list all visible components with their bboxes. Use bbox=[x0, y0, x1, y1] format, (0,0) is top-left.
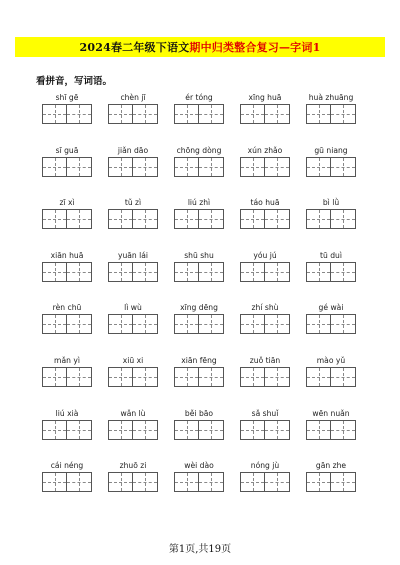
exercise-row bbox=[34, 91, 366, 144]
word-item bbox=[232, 407, 298, 460]
tian-grid-pair bbox=[42, 104, 92, 124]
tian-grid-box[interactable] bbox=[108, 314, 133, 334]
word-item bbox=[166, 301, 232, 354]
word-item bbox=[100, 301, 166, 354]
tian-grid-box[interactable] bbox=[265, 157, 290, 177]
tian-grid-pair bbox=[108, 314, 158, 334]
word-item bbox=[100, 354, 166, 407]
tian-grid-box[interactable] bbox=[133, 420, 158, 440]
pinyin-label: sī guā bbox=[55, 145, 79, 155]
exercise-grid bbox=[34, 91, 366, 512]
pinyin-label: bì lǜ bbox=[322, 198, 340, 208]
tian-grid-pair bbox=[42, 367, 92, 387]
tian-grid-pair bbox=[108, 209, 158, 229]
tian-grid-box[interactable] bbox=[174, 262, 199, 282]
pinyin-label: huà zhuāng bbox=[308, 93, 354, 102]
tian-grid-box[interactable] bbox=[108, 262, 133, 282]
pinyin-label: mào yǔ bbox=[316, 355, 346, 365]
pinyin-label: sǎ shuǐ bbox=[251, 408, 279, 418]
word-item bbox=[34, 354, 100, 407]
tian-grid-box[interactable] bbox=[240, 472, 265, 492]
pinyin-label: zuǒ tiān bbox=[249, 355, 281, 365]
tian-grid-box[interactable] bbox=[331, 420, 356, 440]
tian-grid-pair bbox=[108, 420, 158, 440]
pinyin-label: wǎn lù bbox=[120, 408, 146, 418]
tian-grid-pair bbox=[42, 472, 92, 492]
title-part1: 2024春二年级下语文 bbox=[79, 41, 190, 54]
word-item bbox=[298, 249, 364, 302]
tian-grid-box[interactable] bbox=[67, 314, 92, 334]
word-item bbox=[100, 249, 166, 302]
tian-grid-box[interactable] bbox=[42, 262, 67, 282]
word-item bbox=[232, 144, 298, 197]
tian-grid-pair bbox=[108, 262, 158, 282]
word-item bbox=[298, 459, 364, 512]
word-item bbox=[298, 144, 364, 197]
tian-grid-box[interactable] bbox=[67, 367, 92, 387]
pinyin-label: xīng huā bbox=[248, 93, 282, 102]
pinyin-label: wēn nuǎn bbox=[312, 408, 350, 418]
pinyin-label: shū shu bbox=[184, 250, 214, 260]
tian-grid-pair bbox=[306, 367, 356, 387]
tian-grid-pair bbox=[174, 367, 224, 387]
tian-grid-pair bbox=[174, 157, 224, 177]
tian-grid-box[interactable] bbox=[133, 209, 158, 229]
tian-grid-box[interactable] bbox=[265, 262, 290, 282]
tian-grid-box[interactable] bbox=[199, 367, 224, 387]
tian-grid-box[interactable] bbox=[108, 367, 133, 387]
tian-grid-box[interactable] bbox=[240, 420, 265, 440]
tian-grid-box[interactable] bbox=[331, 472, 356, 492]
word-item bbox=[298, 91, 364, 144]
word-item bbox=[34, 144, 100, 197]
tian-grid-box[interactable] bbox=[42, 104, 67, 124]
tian-grid-box[interactable] bbox=[133, 367, 158, 387]
word-item bbox=[166, 354, 232, 407]
pinyin-label: zhuō zi bbox=[119, 461, 147, 471]
tian-grid-pair bbox=[108, 104, 158, 124]
word-item bbox=[166, 144, 232, 197]
pinyin-label: běi bāo bbox=[184, 408, 214, 418]
pinyin-label: xīng dēng bbox=[180, 303, 218, 313]
word-item bbox=[298, 407, 364, 460]
word-item bbox=[298, 196, 364, 249]
tian-grid-box[interactable] bbox=[331, 209, 356, 229]
tian-grid-box[interactable] bbox=[240, 209, 265, 229]
tian-grid-pair bbox=[174, 420, 224, 440]
tian-grid-box[interactable] bbox=[199, 157, 224, 177]
tian-grid-pair bbox=[240, 104, 290, 124]
tian-grid-pair bbox=[240, 157, 290, 177]
pinyin-label: tū duì bbox=[320, 250, 342, 260]
tian-grid-box[interactable] bbox=[108, 472, 133, 492]
tian-grid-pair bbox=[240, 367, 290, 387]
tian-grid-box[interactable] bbox=[306, 367, 331, 387]
word-item bbox=[100, 144, 166, 197]
tian-grid-box[interactable] bbox=[306, 104, 331, 124]
word-item bbox=[298, 354, 364, 407]
tian-grid-box[interactable] bbox=[67, 420, 92, 440]
pinyin-label: tǔ zì bbox=[124, 198, 142, 208]
tian-grid-box[interactable] bbox=[265, 367, 290, 387]
exercise-row bbox=[34, 144, 366, 197]
tian-grid-box[interactable] bbox=[331, 314, 356, 334]
tian-grid-pair bbox=[306, 209, 356, 229]
tian-grid-pair bbox=[174, 209, 224, 229]
word-item bbox=[34, 91, 100, 144]
tian-grid-box[interactable] bbox=[331, 262, 356, 282]
tian-grid-pair bbox=[240, 314, 290, 334]
tian-grid-box[interactable] bbox=[199, 262, 224, 282]
word-item bbox=[100, 407, 166, 460]
tian-grid-box[interactable] bbox=[240, 367, 265, 387]
tian-grid-box[interactable] bbox=[133, 314, 158, 334]
word-item bbox=[34, 407, 100, 460]
pinyin-label: ér tóng bbox=[185, 93, 213, 102]
title-part2: 期中归类整合复习—字词1 bbox=[189, 41, 321, 54]
tian-grid-pair bbox=[174, 262, 224, 282]
word-item bbox=[34, 196, 100, 249]
tian-grid-pair bbox=[306, 420, 356, 440]
tian-grid-box[interactable] bbox=[199, 472, 224, 492]
word-item bbox=[166, 407, 232, 460]
exercise-row bbox=[34, 196, 366, 249]
tian-grid-pair bbox=[42, 157, 92, 177]
word-item bbox=[100, 91, 166, 144]
tian-grid-box[interactable] bbox=[265, 104, 290, 124]
tian-grid-box[interactable] bbox=[240, 104, 265, 124]
exercise-row bbox=[34, 301, 366, 354]
tian-grid-box[interactable] bbox=[174, 209, 199, 229]
pinyin-label: zī xì bbox=[59, 198, 75, 208]
tian-grid-pair bbox=[306, 104, 356, 124]
tian-grid-box[interactable] bbox=[67, 472, 92, 492]
pinyin-label: gé wài bbox=[318, 303, 344, 313]
tian-grid-box[interactable] bbox=[42, 420, 67, 440]
tian-grid-box[interactable] bbox=[42, 472, 67, 492]
tian-grid-pair bbox=[240, 472, 290, 492]
tian-grid-pair bbox=[240, 262, 290, 282]
pinyin-label: xiān fēng bbox=[181, 355, 217, 365]
tian-grid-box[interactable] bbox=[265, 420, 290, 440]
word-item bbox=[232, 196, 298, 249]
pinyin-label: liú xià bbox=[55, 408, 79, 418]
tian-grid-box[interactable] bbox=[42, 314, 67, 334]
word-item bbox=[166, 91, 232, 144]
pinyin-label: liú zhì bbox=[187, 198, 211, 208]
tian-grid-box[interactable] bbox=[174, 420, 199, 440]
word-item bbox=[166, 459, 232, 512]
tian-grid-box[interactable] bbox=[265, 472, 290, 492]
tian-grid-box[interactable] bbox=[133, 157, 158, 177]
tian-grid-box[interactable] bbox=[199, 209, 224, 229]
tian-grid-box[interactable] bbox=[174, 157, 199, 177]
pinyin-label: nóng jù bbox=[250, 461, 280, 471]
tian-grid-box[interactable] bbox=[306, 157, 331, 177]
tian-grid-box[interactable] bbox=[42, 157, 67, 177]
tian-grid-box[interactable] bbox=[331, 104, 356, 124]
exercise-row bbox=[34, 459, 366, 512]
tian-grid-pair bbox=[108, 157, 158, 177]
page-footer: 第1页,共19页 bbox=[168, 544, 232, 555]
tian-grid-pair bbox=[174, 472, 224, 492]
instruction: 看拼音，写词语。 bbox=[36, 76, 113, 87]
tian-grid-box[interactable] bbox=[108, 157, 133, 177]
pinyin-label: gū niang bbox=[314, 145, 348, 155]
tian-grid-box[interactable] bbox=[67, 157, 92, 177]
pinyin-label: chèn jī bbox=[120, 93, 146, 102]
pinyin-label: mǎn yì bbox=[54, 355, 80, 365]
tian-grid-box[interactable] bbox=[174, 314, 199, 334]
tian-grid-box[interactable] bbox=[331, 367, 356, 387]
word-item bbox=[100, 196, 166, 249]
tian-grid-box[interactable] bbox=[133, 472, 158, 492]
tian-grid-box[interactable] bbox=[265, 209, 290, 229]
tian-grid-box[interactable] bbox=[199, 314, 224, 334]
tian-grid-box[interactable] bbox=[306, 472, 331, 492]
tian-grid-box[interactable] bbox=[67, 104, 92, 124]
tian-grid-pair bbox=[306, 157, 356, 177]
pinyin-label: jiǎn dāo bbox=[117, 145, 149, 155]
tian-grid-pair bbox=[42, 314, 92, 334]
word-item bbox=[166, 249, 232, 302]
word-item bbox=[166, 196, 232, 249]
tian-grid-pair bbox=[306, 314, 356, 334]
pinyin-label: lì wù bbox=[124, 303, 142, 313]
word-item bbox=[232, 354, 298, 407]
word-item bbox=[298, 301, 364, 354]
tian-grid-pair bbox=[108, 367, 158, 387]
word-item bbox=[34, 459, 100, 512]
pinyin-label: xún zhǎo bbox=[247, 145, 283, 155]
tian-grid-box[interactable] bbox=[306, 209, 331, 229]
tian-grid-box[interactable] bbox=[42, 209, 67, 229]
exercise-row bbox=[34, 354, 366, 407]
tian-grid-pair bbox=[240, 420, 290, 440]
tian-grid-pair bbox=[240, 209, 290, 229]
word-item bbox=[232, 249, 298, 302]
pinyin-label: shī gē bbox=[55, 93, 79, 102]
tian-grid-box[interactable] bbox=[133, 262, 158, 282]
tian-grid-pair bbox=[108, 472, 158, 492]
tian-grid-box[interactable] bbox=[199, 104, 224, 124]
pinyin-label: xiān huā bbox=[50, 250, 84, 260]
tian-grid-box[interactable] bbox=[265, 314, 290, 334]
tian-grid-pair bbox=[42, 209, 92, 229]
exercise-row bbox=[34, 249, 366, 302]
tian-grid-box[interactable] bbox=[306, 262, 331, 282]
pinyin-label: gān zhe bbox=[315, 461, 347, 471]
pinyin-label: xiū xi bbox=[122, 355, 144, 365]
tian-grid-box[interactable] bbox=[174, 104, 199, 124]
tian-grid-box[interactable] bbox=[108, 104, 133, 124]
word-item bbox=[100, 459, 166, 512]
tian-grid-box[interactable] bbox=[331, 157, 356, 177]
word-item bbox=[232, 459, 298, 512]
pinyin-label: táo huā bbox=[250, 198, 280, 208]
tian-grid-pair bbox=[306, 262, 356, 282]
word-item bbox=[34, 301, 100, 354]
pinyin-label: rèn chū bbox=[52, 303, 82, 313]
title-banner bbox=[15, 37, 385, 57]
tian-grid-box[interactable] bbox=[108, 420, 133, 440]
tian-grid-box[interactable] bbox=[240, 157, 265, 177]
tian-grid-pair bbox=[306, 472, 356, 492]
pinyin-label: chōng dòng bbox=[176, 145, 222, 155]
tian-grid-pair bbox=[42, 262, 92, 282]
pinyin-label: zhí shù bbox=[251, 303, 279, 313]
tian-grid-box[interactable] bbox=[199, 420, 224, 440]
tian-grid-box[interactable] bbox=[108, 209, 133, 229]
word-item bbox=[232, 301, 298, 354]
tian-grid-pair bbox=[174, 314, 224, 334]
word-item bbox=[34, 249, 100, 302]
tian-grid-box[interactable] bbox=[306, 420, 331, 440]
tian-grid-pair bbox=[174, 104, 224, 124]
tian-grid-box[interactable] bbox=[133, 104, 158, 124]
word-item bbox=[232, 91, 298, 144]
tian-grid-box[interactable] bbox=[67, 262, 92, 282]
tian-grid-box[interactable] bbox=[306, 314, 331, 334]
tian-grid-box[interactable] bbox=[42, 367, 67, 387]
pinyin-label: wèi dào bbox=[184, 461, 214, 471]
tian-grid-pair bbox=[42, 420, 92, 440]
pinyin-label: yuān lái bbox=[117, 250, 149, 260]
exercise-row bbox=[34, 407, 366, 460]
tian-grid-box[interactable] bbox=[67, 209, 92, 229]
tian-grid-box[interactable] bbox=[174, 367, 199, 387]
pinyin-label: cái néng bbox=[50, 461, 84, 471]
pinyin-label: yóu jú bbox=[253, 250, 277, 260]
tian-grid-box[interactable] bbox=[174, 472, 199, 492]
tian-grid-box[interactable] bbox=[240, 262, 265, 282]
tian-grid-box[interactable] bbox=[240, 314, 265, 334]
